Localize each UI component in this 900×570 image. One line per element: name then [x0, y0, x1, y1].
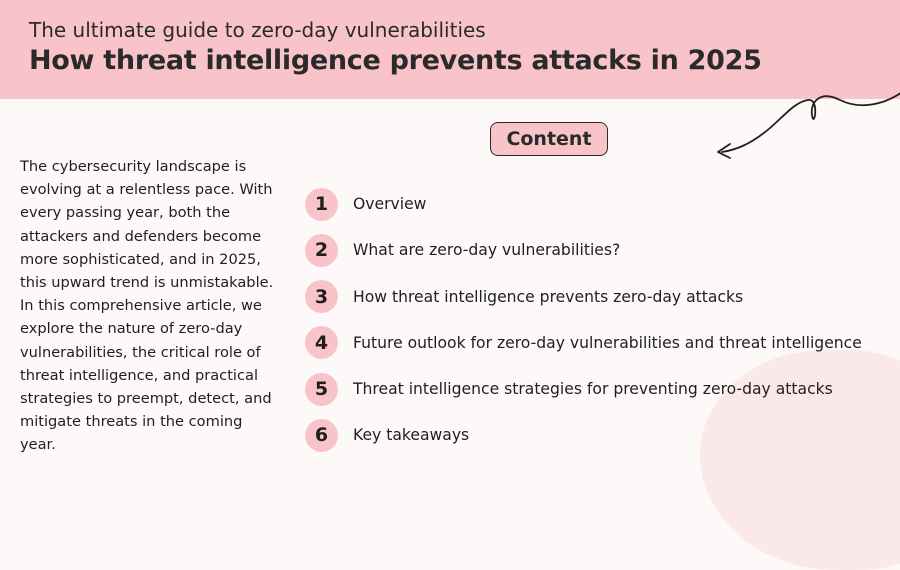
toc-item-4[interactable]: [305, 326, 862, 360]
intro-paragraph: The cybersecurity landscape is evolving at a relentless pace. With every passing year, both the attackers and defenders become more sophisticated, and in 2025, this upward trend is unmistakable. In this comprehensive article, we explore the nature of zero-day vulnerabilities, the critical role of threat intelligence, and practical strategies to preempt, detect, and mitigate threats in the coming year.: [20, 158, 274, 454]
toc-item-label: Overview: [353, 195, 427, 213]
curly-arrow-left-icon: [700, 60, 900, 170]
toc-number-badge: 3: [305, 280, 338, 313]
toc-number-badge: 1: [305, 188, 338, 221]
page-title: How threat intelligence prevents attacks in 2025: [29, 45, 762, 76]
toc-item-label: Threat intelligence strategies for preventing zero-day attacks: [353, 380, 833, 399]
toc-item-label: Key takeaways: [353, 426, 470, 445]
toc-item-label: How threat intelligence prevents zero-day attacks: [353, 287, 744, 306]
content-heading: Content: [490, 122, 608, 156]
toc-item-1[interactable]: [305, 187, 862, 221]
toc-item-5[interactable]: [305, 372, 862, 406]
toc-item-label: What are zero-day vulnerabilities?: [353, 241, 621, 260]
toc-item-6[interactable]: [305, 418, 862, 452]
toc-item-3[interactable]: [305, 280, 862, 314]
toc-number-badge: 2: [305, 234, 338, 267]
header-subtitle: The ultimate guide to zero-day vulnerabilities: [29, 18, 486, 42]
toc-number-badge: 6: [305, 419, 338, 452]
toc-number-badge: 5: [305, 373, 338, 406]
toc-item-label: Future outlook for zero-day vulnerabilities and threat intelligence: [353, 333, 862, 352]
table-of-contents: [305, 187, 862, 465]
toc-number-badge: 4: [305, 326, 338, 359]
toc-item-2[interactable]: [305, 233, 862, 267]
